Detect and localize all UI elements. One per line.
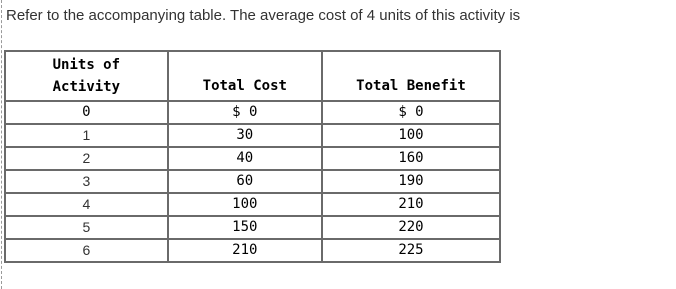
- cell-total-benefit: 220: [322, 216, 500, 239]
- header-units-line1: Units of: [52, 57, 121, 73]
- header-total-cost-label: Total Cost: [202, 78, 287, 94]
- cell-units: 2: [5, 147, 168, 170]
- cell-total-benefit: 225: [322, 239, 500, 262]
- cell-total-cost: 150: [168, 216, 322, 239]
- cell-total-benefit: 190: [322, 170, 500, 193]
- cell-units: 5: [5, 216, 168, 239]
- question-text: Refer to the accompanying table. The average cost of 4 units of this activity is: [6, 7, 521, 24]
- header-total-benefit: [322, 51, 500, 101]
- cell-total-benefit: 210: [322, 193, 500, 216]
- table-header-row: [5, 51, 500, 101]
- table-row: [5, 239, 500, 262]
- table-row: [5, 193, 500, 216]
- cell-units: 0: [5, 101, 168, 124]
- cell-total-cost: 40: [168, 147, 322, 170]
- cell-total-benefit: 160: [322, 147, 500, 170]
- cell-total-benefit: $ 0: [322, 101, 500, 124]
- table-row: [5, 124, 500, 147]
- cell-units: 4: [5, 193, 168, 216]
- cell-total-cost: 30: [168, 124, 322, 147]
- cell-units: 6: [5, 239, 168, 262]
- header-units-line2: Activity: [52, 79, 121, 95]
- table-row: [5, 216, 500, 239]
- header-total-benefit-label: Total Benefit: [356, 78, 466, 94]
- table-row: [5, 170, 500, 193]
- cell-total-cost: 210: [168, 239, 322, 262]
- cell-units: 3: [5, 170, 168, 193]
- left-dashed-rule: [1, 0, 2, 289]
- cell-total-cost: 100: [168, 193, 322, 216]
- cell-total-cost: $ 0: [168, 101, 322, 124]
- cell-units: 1: [5, 124, 168, 147]
- cost-benefit-table: [4, 50, 501, 263]
- header-total-cost: [168, 51, 322, 101]
- table-row: [5, 147, 500, 170]
- cell-total-benefit: 100: [322, 124, 500, 147]
- table-row: [5, 101, 500, 124]
- cell-total-cost: 60: [168, 170, 322, 193]
- header-units-of-activity: [5, 51, 168, 101]
